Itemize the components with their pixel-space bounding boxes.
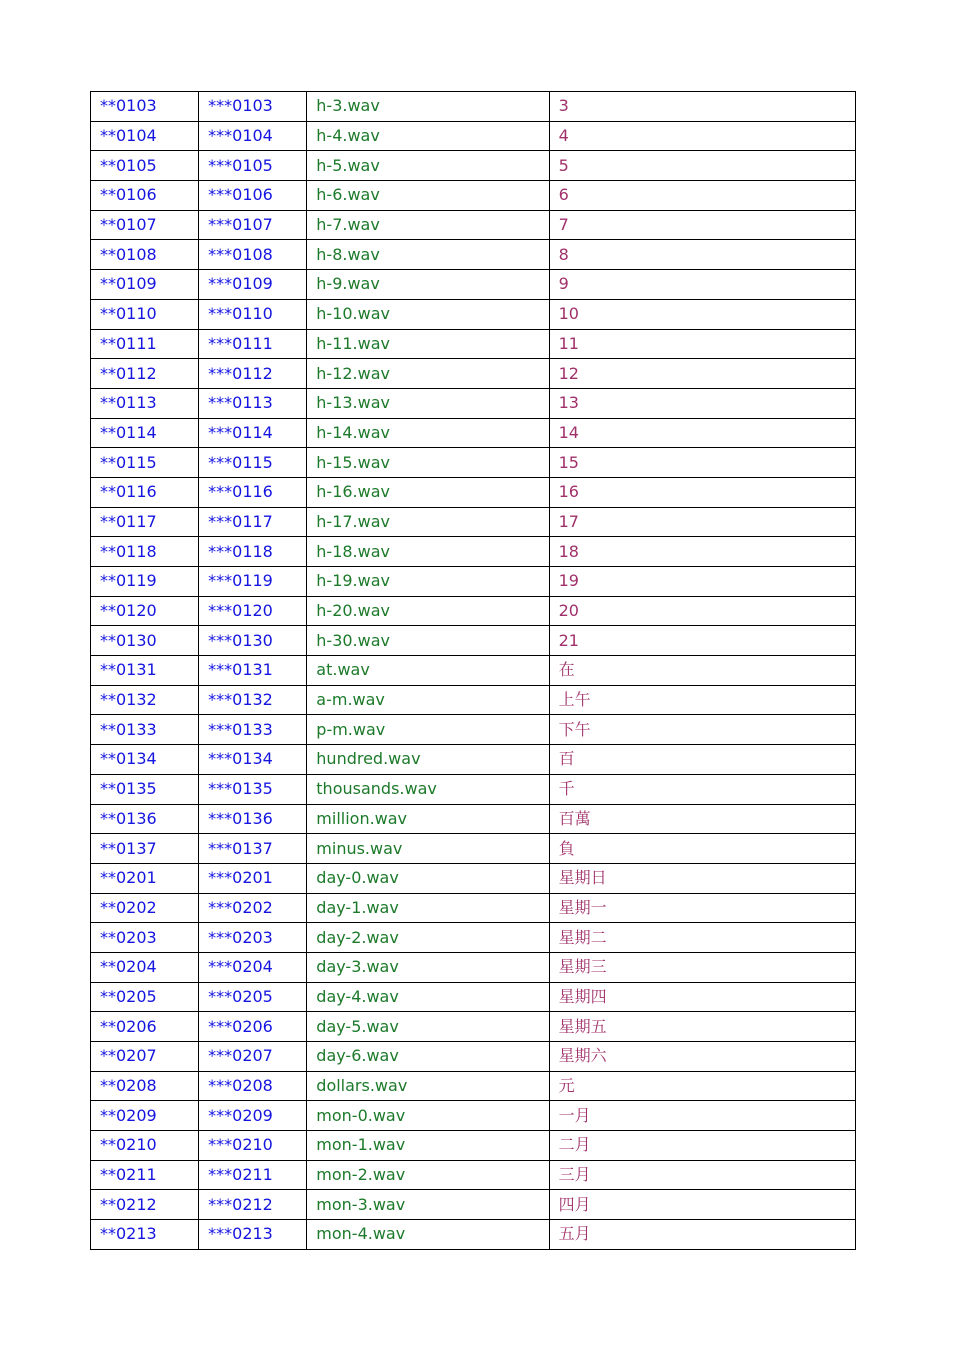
extended-code-cell: ***0109 xyxy=(199,270,307,300)
code-cell: **0107 xyxy=(91,210,199,240)
filename-cell: h-4.wav xyxy=(307,121,549,151)
meaning-cell: 3 xyxy=(549,92,855,122)
meaning-cell: 18 xyxy=(549,537,855,567)
filename-cell: h-30.wav xyxy=(307,626,549,656)
meaning-cell: 二月 xyxy=(549,1131,855,1161)
extended-code-cell: ***0133 xyxy=(199,715,307,745)
table-row xyxy=(91,626,856,656)
table-row xyxy=(91,804,856,834)
filename-cell: h-7.wav xyxy=(307,210,549,240)
code-cell: **0208 xyxy=(91,1071,199,1101)
extended-code-cell: ***0106 xyxy=(199,181,307,211)
table-row xyxy=(91,1042,856,1072)
filename-cell: day-6.wav xyxy=(307,1042,549,1072)
extended-code-cell: ***0205 xyxy=(199,982,307,1012)
filename-cell: h-16.wav xyxy=(307,477,549,507)
meaning-cell: 14 xyxy=(549,418,855,448)
table-row xyxy=(91,92,856,122)
extended-code-cell: ***0120 xyxy=(199,596,307,626)
meaning-cell: 星期日 xyxy=(549,863,855,893)
extended-code-cell: ***0207 xyxy=(199,1042,307,1072)
meaning-cell: 三月 xyxy=(549,1160,855,1190)
extended-code-cell: ***0202 xyxy=(199,893,307,923)
filename-cell: h-10.wav xyxy=(307,299,549,329)
code-cell: **0131 xyxy=(91,656,199,686)
extended-code-cell: ***0212 xyxy=(199,1190,307,1220)
table-row xyxy=(91,477,856,507)
table-row xyxy=(91,952,856,982)
extended-code-cell: ***0105 xyxy=(199,151,307,181)
code-cell: **0108 xyxy=(91,240,199,270)
table-body xyxy=(91,92,856,1250)
filename-cell: h-9.wav xyxy=(307,270,549,300)
table-row xyxy=(91,181,856,211)
table-row xyxy=(91,507,856,537)
extended-code-cell: ***0108 xyxy=(199,240,307,270)
table-row xyxy=(91,596,856,626)
extended-code-cell: ***0110 xyxy=(199,299,307,329)
filename-cell: dollars.wav xyxy=(307,1071,549,1101)
filename-cell: mon-2.wav xyxy=(307,1160,549,1190)
filename-cell: h-5.wav xyxy=(307,151,549,181)
meaning-cell: 上午 xyxy=(549,685,855,715)
meaning-cell: 元 xyxy=(549,1071,855,1101)
code-cell: **0134 xyxy=(91,745,199,775)
meaning-cell: 星期四 xyxy=(549,982,855,1012)
extended-code-cell: ***0206 xyxy=(199,1012,307,1042)
extended-code-cell: ***0201 xyxy=(199,863,307,893)
filename-cell: minus.wav xyxy=(307,834,549,864)
meaning-cell: 9 xyxy=(549,270,855,300)
meaning-cell: 7 xyxy=(549,210,855,240)
table-row xyxy=(91,270,856,300)
meaning-cell: 百萬 xyxy=(549,804,855,834)
table-row xyxy=(91,240,856,270)
meaning-cell: 13 xyxy=(549,388,855,418)
table-row xyxy=(91,1190,856,1220)
code-cell: **0201 xyxy=(91,863,199,893)
filename-cell: hundred.wav xyxy=(307,745,549,775)
filename-cell: mon-1.wav xyxy=(307,1131,549,1161)
meaning-cell: 百 xyxy=(549,745,855,775)
filename-cell: h-6.wav xyxy=(307,181,549,211)
table-row xyxy=(91,359,856,389)
code-cell: **0213 xyxy=(91,1220,199,1250)
extended-code-cell: ***0104 xyxy=(199,121,307,151)
meaning-cell: 19 xyxy=(549,567,855,597)
code-cell: **0111 xyxy=(91,329,199,359)
extended-code-cell: ***0131 xyxy=(199,656,307,686)
code-cell: **0119 xyxy=(91,567,199,597)
filename-cell: h-18.wav xyxy=(307,537,549,567)
extended-code-cell: ***0113 xyxy=(199,388,307,418)
extended-code-cell: ***0130 xyxy=(199,626,307,656)
table-row xyxy=(91,1160,856,1190)
extended-code-cell: ***0213 xyxy=(199,1220,307,1250)
meaning-cell: 16 xyxy=(549,477,855,507)
extended-code-cell: ***0136 xyxy=(199,804,307,834)
code-cell: **0207 xyxy=(91,1042,199,1072)
meaning-cell: 負 xyxy=(549,834,855,864)
meaning-cell: 12 xyxy=(549,359,855,389)
table-row xyxy=(91,923,856,953)
filename-cell: day-2.wav xyxy=(307,923,549,953)
extended-code-cell: ***0208 xyxy=(199,1071,307,1101)
code-cell: **0115 xyxy=(91,448,199,478)
meaning-cell: 21 xyxy=(549,626,855,656)
extended-code-cell: ***0116 xyxy=(199,477,307,507)
meaning-cell: 15 xyxy=(549,448,855,478)
filename-cell: day-0.wav xyxy=(307,863,549,893)
table-row xyxy=(91,774,856,804)
code-cell: **0136 xyxy=(91,804,199,834)
filename-cell: mon-4.wav xyxy=(307,1220,549,1250)
code-cell: **0202 xyxy=(91,893,199,923)
filename-cell: a-m.wav xyxy=(307,685,549,715)
filename-cell: day-4.wav xyxy=(307,982,549,1012)
table-row xyxy=(91,715,856,745)
code-cell: **0135 xyxy=(91,774,199,804)
filename-cell: h-14.wav xyxy=(307,418,549,448)
code-cell: **0106 xyxy=(91,181,199,211)
meaning-cell: 星期三 xyxy=(549,952,855,982)
meaning-cell: 一月 xyxy=(549,1101,855,1131)
table-row xyxy=(91,1101,856,1131)
meaning-cell: 千 xyxy=(549,774,855,804)
meaning-cell: 6 xyxy=(549,181,855,211)
extended-code-cell: ***0107 xyxy=(199,210,307,240)
meaning-cell: 10 xyxy=(549,299,855,329)
meaning-cell: 下午 xyxy=(549,715,855,745)
table-row xyxy=(91,834,856,864)
code-cell: **0206 xyxy=(91,1012,199,1042)
table-row xyxy=(91,388,856,418)
filename-cell: day-5.wav xyxy=(307,1012,549,1042)
table-row xyxy=(91,210,856,240)
extended-code-cell: ***0111 xyxy=(199,329,307,359)
extended-code-cell: ***0119 xyxy=(199,567,307,597)
filename-cell: h-12.wav xyxy=(307,359,549,389)
table-row xyxy=(91,448,856,478)
extended-code-cell: ***0137 xyxy=(199,834,307,864)
filename-cell: h-17.wav xyxy=(307,507,549,537)
meaning-cell: 星期六 xyxy=(549,1042,855,1072)
extended-code-cell: ***0112 xyxy=(199,359,307,389)
table-row xyxy=(91,418,856,448)
filename-cell: h-15.wav xyxy=(307,448,549,478)
code-cell: **0110 xyxy=(91,299,199,329)
table-row xyxy=(91,982,856,1012)
extended-code-cell: ***0210 xyxy=(199,1131,307,1161)
table-row xyxy=(91,537,856,567)
code-cell: **0113 xyxy=(91,388,199,418)
filename-cell: h-13.wav xyxy=(307,388,549,418)
extended-code-cell: ***0118 xyxy=(199,537,307,567)
table-row xyxy=(91,685,856,715)
filename-cell: h-20.wav xyxy=(307,596,549,626)
code-cell: **0104 xyxy=(91,121,199,151)
meaning-cell: 四月 xyxy=(549,1190,855,1220)
filename-cell: million.wav xyxy=(307,804,549,834)
table-row xyxy=(91,567,856,597)
extended-code-cell: ***0114 xyxy=(199,418,307,448)
table-row xyxy=(91,1220,856,1250)
filename-cell: day-3.wav xyxy=(307,952,549,982)
extended-code-cell: ***0117 xyxy=(199,507,307,537)
filename-cell: h-19.wav xyxy=(307,567,549,597)
code-cell: **0133 xyxy=(91,715,199,745)
table-row xyxy=(91,121,856,151)
code-cell: **0210 xyxy=(91,1131,199,1161)
meaning-cell: 4 xyxy=(549,121,855,151)
filename-cell: thousands.wav xyxy=(307,774,549,804)
extended-code-cell: ***0211 xyxy=(199,1160,307,1190)
table-row xyxy=(91,1012,856,1042)
extended-code-cell: ***0204 xyxy=(199,952,307,982)
filename-cell: p-m.wav xyxy=(307,715,549,745)
code-cell: **0130 xyxy=(91,626,199,656)
code-cell: **0137 xyxy=(91,834,199,864)
meaning-cell: 星期二 xyxy=(549,923,855,953)
filename-cell: mon-0.wav xyxy=(307,1101,549,1131)
meaning-cell: 星期一 xyxy=(549,893,855,923)
table-row xyxy=(91,1071,856,1101)
filename-cell: h-11.wav xyxy=(307,329,549,359)
extended-code-cell: ***0115 xyxy=(199,448,307,478)
extended-code-cell: ***0209 xyxy=(199,1101,307,1131)
meaning-cell: 在 xyxy=(549,656,855,686)
meaning-cell: 20 xyxy=(549,596,855,626)
code-cell: **0205 xyxy=(91,982,199,1012)
code-cell: **0120 xyxy=(91,596,199,626)
meaning-cell: 星期五 xyxy=(549,1012,855,1042)
code-cell: **0209 xyxy=(91,1101,199,1131)
table-row xyxy=(91,299,856,329)
table-row xyxy=(91,151,856,181)
code-cell: **0204 xyxy=(91,952,199,982)
extended-code-cell: ***0135 xyxy=(199,774,307,804)
filename-cell: mon-3.wav xyxy=(307,1190,549,1220)
table-row xyxy=(91,863,856,893)
table-row xyxy=(91,893,856,923)
filename-cell: day-1.wav xyxy=(307,893,549,923)
meaning-cell: 11 xyxy=(549,329,855,359)
filename-cell: h-3.wav xyxy=(307,92,549,122)
code-cell: **0211 xyxy=(91,1160,199,1190)
code-cell: **0116 xyxy=(91,477,199,507)
code-cell: **0109 xyxy=(91,270,199,300)
code-cell: **0103 xyxy=(91,92,199,122)
table-row xyxy=(91,329,856,359)
table-row xyxy=(91,656,856,686)
extended-code-cell: ***0132 xyxy=(199,685,307,715)
code-cell: **0117 xyxy=(91,507,199,537)
filename-cell: h-8.wav xyxy=(307,240,549,270)
extended-code-cell: ***0203 xyxy=(199,923,307,953)
table-row xyxy=(91,1131,856,1161)
meaning-cell: 5 xyxy=(549,151,855,181)
meaning-cell: 17 xyxy=(549,507,855,537)
extended-code-cell: ***0103 xyxy=(199,92,307,122)
filename-cell: at.wav xyxy=(307,656,549,686)
code-cell: **0112 xyxy=(91,359,199,389)
meaning-cell: 8 xyxy=(549,240,855,270)
code-cell: **0132 xyxy=(91,685,199,715)
code-cell: **0105 xyxy=(91,151,199,181)
code-cell: **0212 xyxy=(91,1190,199,1220)
extended-code-cell: ***0134 xyxy=(199,745,307,775)
code-cell: **0114 xyxy=(91,418,199,448)
table-row xyxy=(91,745,856,775)
code-cell: **0203 xyxy=(91,923,199,953)
meaning-cell: 五月 xyxy=(549,1220,855,1250)
code-cell: **0118 xyxy=(91,537,199,567)
audio-code-table xyxy=(90,91,856,1250)
